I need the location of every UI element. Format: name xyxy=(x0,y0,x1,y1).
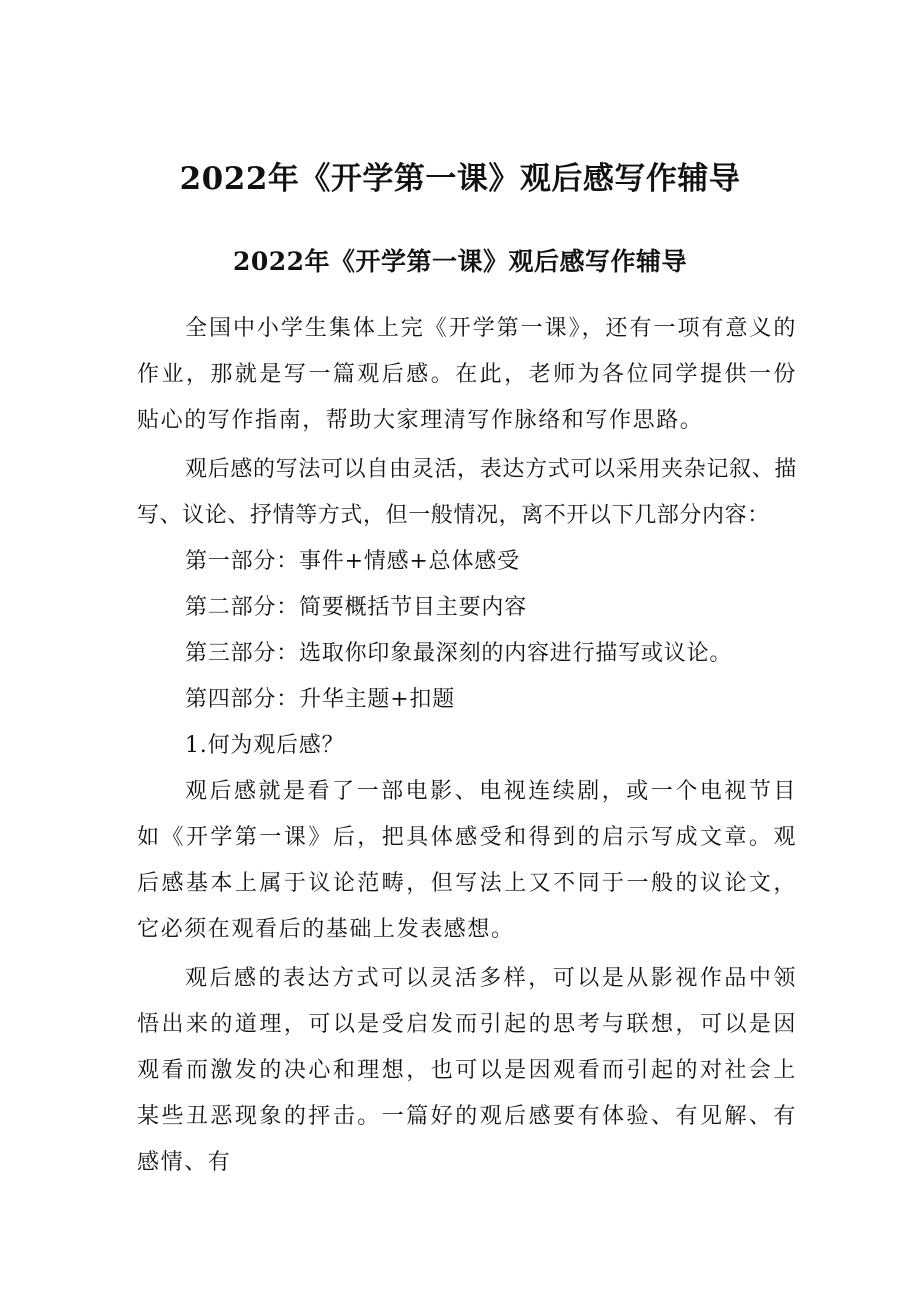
paragraph-definition: 观后感就是看了一部电影、电视连续剧，或一个电视节目如《开学第一课》后，把具体感受和得到的启示写成文章。观后感基本上属于议论范畴，但写法上又不同于一般的议论文，它必须在观看后的基础上发表感想。 xyxy=(137,779,797,942)
document-body xyxy=(137,306,797,1186)
paragraph-intro: 全国中小学生集体上完《开学第一课》，还有一项有意义的作业，那就是写一篇观后感。在此，老师为各位同学提供一份贴心的写作指南，帮助大家理清写作脉络和写作思路。 xyxy=(137,316,797,433)
document-title: 2022年《开学第一课》观后感写作辅导 xyxy=(179,161,741,197)
paragraph-expression: 观后感的表达方式可以灵活多样，可以是从影视作品中领悟出来的道理，可以是受启发而引起的思考与联想，可以是因观看而激发的决心和理想，也可以是因观看而引起的对社会上某些丑恶现象的抨击。一篇好的观后感要有体验、有见解、有感情、有 xyxy=(137,966,797,1175)
section-heading-what-is: 1.何为观后感？ xyxy=(185,733,345,758)
paragraph-part-four: 第四部分：升华主题+扣题 xyxy=(185,687,456,712)
paragraph-writing-method: 观后感的写法可以自由灵活，表达方式可以采用夹杂记叙、描写、议论、抒情等方式，但一般情况，离不开以下几部分内容： xyxy=(137,457,797,528)
paragraph-part-two: 第二部分：简要概括节目主要内容 xyxy=(185,595,528,620)
paragraph-part-one: 第一部分：事件+情感+总体感受 xyxy=(185,549,520,574)
document-subtitle: 2022年《开学第一课》观后感写作辅导 xyxy=(232,247,688,276)
paragraph-part-three: 第三部分：选取你印象最深刻的内容进行描写或议论。 xyxy=(185,641,733,666)
